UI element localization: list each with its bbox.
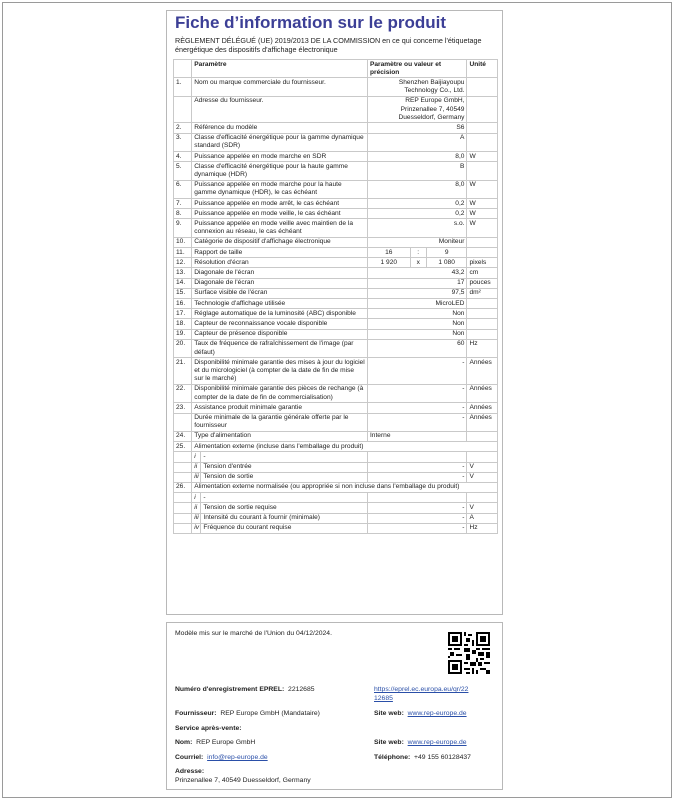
row-parameter: Nom ou marque commerciale du fournisseur. [192, 78, 368, 96]
eprel-footer [166, 622, 503, 790]
row-value: 97,5 [367, 288, 466, 298]
row-value: 60 [367, 339, 466, 357]
site-link[interactable]: www.rep-europe.de [407, 710, 467, 717]
table-subrow [174, 452, 498, 462]
row-parameter: Classe d'efficacité énergétique pour la haute gamme dynamique (HDR) [192, 162, 368, 180]
row-number: 23. [174, 403, 192, 413]
row-parameter: Rapport de taille [192, 248, 368, 258]
row-parameter: Résolution d'écran [192, 258, 368, 268]
row-value: Non [367, 319, 466, 329]
subrow-index: i [192, 452, 201, 462]
table-row [174, 209, 498, 219]
section-number: 26. [174, 482, 192, 492]
table-row [174, 299, 498, 309]
row-parameter: Puissance appelée en mode veille, le cas échéant [192, 209, 368, 219]
table-subrow [174, 513, 498, 523]
subrow-unit: V [467, 472, 498, 482]
row-value: REP Europe GmbH, Prinzenallee 7, 40549 Duesseldorf, Germany [367, 96, 466, 123]
row-unit [467, 319, 498, 329]
row-value: 43,2 [367, 268, 466, 278]
header-num [174, 60, 192, 78]
table-row [174, 248, 498, 258]
row-parameter: Disponibilité minimale garantie des mises à jour du logiciel et du micrologiciel (à compter de la date de fin de mise sur le marché) [192, 358, 368, 385]
subrow-blank [174, 472, 192, 482]
table-row [174, 180, 498, 198]
table-header-row [174, 60, 498, 78]
table-row-section [174, 482, 498, 492]
row-unit [467, 431, 498, 441]
service-phone [374, 754, 471, 761]
row-number: 2. [174, 123, 192, 133]
subrow-parameter: Tension de sortie requise [201, 503, 368, 513]
row-unit: W [467, 209, 498, 219]
table-row [174, 123, 498, 133]
row-value: - [367, 358, 466, 385]
row-number [174, 413, 192, 431]
row-number: 24. [174, 431, 192, 441]
row-unit [467, 133, 498, 151]
row-value: MicroLED [367, 299, 466, 309]
subrow-parameter: - [201, 493, 368, 503]
subrow-index: ii [192, 462, 201, 472]
row-value: Interne [367, 431, 466, 441]
row-unit [467, 248, 498, 258]
row-unit: W [467, 152, 498, 162]
row-unit [467, 299, 498, 309]
row-parameter: Puissance appelée en mode marche pour la haute gamme dynamique (HDR), le cas échéant [192, 180, 368, 198]
row-unit: Hz [467, 339, 498, 357]
table-row [174, 329, 498, 339]
subrow-parameter: Tension d'entrée [201, 462, 368, 472]
row-parameter: Diagonale de l'écran [192, 268, 368, 278]
row-value: 0,2 [367, 199, 466, 209]
subrow-unit: V [467, 462, 498, 472]
subrow-unit [467, 452, 498, 462]
name-value: REP Europe GmbH [196, 739, 256, 746]
eprel-number [175, 686, 315, 693]
row-parameter: Assistance produit minimale garantie [192, 403, 368, 413]
row-value: Non [367, 309, 466, 319]
row-unit: cm [467, 268, 498, 278]
row-number: 6. [174, 180, 192, 198]
subrow-value [367, 452, 466, 462]
row-unit: W [467, 219, 498, 237]
row-unit: pixels [467, 258, 498, 268]
row-number: 19. [174, 329, 192, 339]
row-value: Non [367, 329, 466, 339]
row-number: 20. [174, 339, 192, 357]
row-value: Shenzhen Baijiayoupu Technology Co., Ltd. [367, 78, 466, 96]
subrow-unit: A [467, 513, 498, 523]
row-value: - [367, 403, 466, 413]
table-row [174, 219, 498, 237]
table-subrow [174, 493, 498, 503]
row-parameter: Réglage automatique de la luminosité (ABC) disponible [192, 309, 368, 319]
row-unit: Années [467, 384, 498, 402]
phone-label: Téléphone: [374, 754, 411, 761]
subrow-value: - [367, 472, 466, 482]
subrow-parameter: Fréquence du courant requise [201, 523, 368, 533]
subrow-blank [174, 523, 192, 533]
row-parameter: Capteur de reconnaissance vocale disponible [192, 319, 368, 329]
row-parameter: Puissance appelée en mode veille avec maintien de la connexion au réseau, le cas échéant [192, 219, 368, 237]
spec-table [173, 59, 498, 534]
row-unit [467, 162, 498, 180]
row-parameter: Catégorie de dispositif d'affichage électronique [192, 237, 368, 247]
site2-link[interactable]: www.rep-europe.de [407, 739, 467, 746]
row-number [174, 96, 192, 123]
mail-link[interactable]: info@rep-europe.de [207, 754, 268, 761]
row-parameter: Diagonale de l'écran [192, 278, 368, 288]
eprel-link-line-2[interactable]: 12685 [374, 695, 393, 702]
row-parameter: Disponibilité minimale garantie des pièces de rechange (à compter de la date de fin de commercialisation) [192, 384, 368, 402]
row-number: 15. [174, 288, 192, 298]
table-row [174, 258, 498, 268]
table-row [174, 384, 498, 402]
row-number: 3. [174, 133, 192, 151]
row-value: - [367, 413, 466, 431]
subrow-blank [174, 462, 192, 472]
row-unit: W [467, 199, 498, 209]
row-number: 21. [174, 358, 192, 385]
product-information-sheet [166, 10, 503, 615]
subrow-index: iv [192, 523, 201, 533]
row-value: 8,0 [367, 152, 466, 162]
row-unit [467, 309, 498, 319]
address-value: Prinzenallee 7, 40549 Duesseldorf, Germany [175, 777, 311, 784]
table-row [174, 339, 498, 357]
row-parameter: Type d'alimentation [192, 431, 368, 441]
row-value: A [367, 133, 466, 151]
subrow-blank [174, 513, 192, 523]
mail-label: Courriel: [175, 754, 204, 761]
row-number: 8. [174, 209, 192, 219]
phone-value: +49 155 60128437 [414, 754, 471, 761]
table-subrow [174, 503, 498, 513]
table-row [174, 152, 498, 162]
row-unit: Années [467, 358, 498, 385]
row-value-a: 16 [367, 248, 410, 258]
row-value-separator: : [410, 248, 426, 258]
section-title: Alimentation externe normalisée (ou appropriée si non incluse dans l'emballage du produit) [192, 482, 498, 492]
table-row [174, 78, 498, 96]
row-unit [467, 237, 498, 247]
subrow-index: i [192, 493, 201, 503]
table-row [174, 288, 498, 298]
service-name [175, 739, 255, 746]
sheet-title: Fiche d’information sur le produit [175, 13, 447, 32]
row-value: 8,0 [367, 180, 466, 198]
row-number: 22. [174, 384, 192, 402]
supplier-label: Fournisseur: [175, 710, 217, 717]
subrow-value: - [367, 503, 466, 513]
row-number: 4. [174, 152, 192, 162]
row-value-b: 1 080 [426, 258, 467, 268]
header-unit: Unité [467, 60, 498, 78]
supplier-value: REP Europe GmbH (Mandataire) [220, 710, 320, 717]
row-number: 16. [174, 299, 192, 309]
row-value-separator: x [410, 258, 426, 268]
row-number: 5. [174, 162, 192, 180]
row-number: 12. [174, 258, 192, 268]
row-unit: dm² [467, 288, 498, 298]
market-note: Modèle mis sur le marché de l'Union du 04/12/2024. [175, 630, 332, 637]
name-label: Nom: [175, 739, 193, 746]
table-row [174, 96, 498, 123]
row-parameter: Référence du modèle [192, 123, 368, 133]
subrow-value: - [367, 513, 466, 523]
row-parameter: Capteur de présence disponible [192, 329, 368, 339]
table-row [174, 237, 498, 247]
row-number: 7. [174, 199, 192, 209]
row-parameter: Puissance appelée en mode marche en SDR [192, 152, 368, 162]
subrow-blank [174, 452, 192, 462]
row-number: 14. [174, 278, 192, 288]
subrow-parameter: Intensité du courant à fournir (minimale) [201, 513, 368, 523]
row-unit [467, 96, 498, 123]
subrow-unit [467, 493, 498, 503]
subrow-value: - [367, 523, 466, 533]
qr-code-icon[interactable] [448, 632, 490, 674]
eprel-label: Numéro d'enregistrement EPREL: [175, 686, 285, 693]
subrow-index: iii [192, 472, 201, 482]
table-row [174, 268, 498, 278]
header-param: Paramètre [192, 60, 368, 78]
row-unit [467, 123, 498, 133]
subrow-blank [174, 503, 192, 513]
address-label: Adresse: [175, 768, 205, 775]
row-value-a: 1 920 [367, 258, 410, 268]
table-row [174, 133, 498, 151]
table-row [174, 309, 498, 319]
row-number: 11. [174, 248, 192, 258]
row-value-b: 9 [426, 248, 467, 258]
row-value: B [367, 162, 466, 180]
table-row [174, 199, 498, 209]
subrow-parameter: - [201, 452, 368, 462]
eprel-link-line-1[interactable]: https://eprel.ec.europa.eu/qr/22 [374, 686, 469, 693]
row-number: 13. [174, 268, 192, 278]
table-row [174, 278, 498, 288]
table-row [174, 319, 498, 329]
row-unit: Années [467, 413, 498, 431]
row-parameter: Surface visible de l'écran [192, 288, 368, 298]
row-parameter: Adresse du fournisseur. [192, 96, 368, 123]
row-number: 17. [174, 309, 192, 319]
row-value: S6 [367, 123, 466, 133]
row-unit: W [467, 180, 498, 198]
row-unit: pouces [467, 278, 498, 288]
row-parameter: Classe d'efficacité énergétique pour la gamme dynamique standard (SDR) [192, 133, 368, 151]
row-parameter: Durée minimale de la garantie générale offerte par le fournisseur [192, 413, 368, 431]
table-row [174, 413, 498, 431]
subrow-parameter: Tension de sortie [201, 472, 368, 482]
subrow-unit: V [467, 503, 498, 513]
row-number: 18. [174, 319, 192, 329]
row-number: 1. [174, 78, 192, 96]
supplier-website [374, 710, 467, 717]
table-subrow [174, 462, 498, 472]
section-number: 25. [174, 442, 192, 452]
section-title: Alimentation externe (incluse dans l'emballage du produit) [192, 442, 498, 452]
row-unit: Années [467, 403, 498, 413]
sheet-subtitle: RÈGLEMENT DÉLÉGUÉ (UE) 2019/2013 DE LA COMMISSION en ce qui concerne l'étiquetage énergétique des dispositifs d'affichage électronique [175, 36, 482, 54]
supplier [175, 710, 320, 717]
header-value: Paramètre ou valeur et précision [367, 60, 466, 78]
table-subrow [174, 472, 498, 482]
row-value: - [367, 384, 466, 402]
row-value: 17 [367, 278, 466, 288]
table-row [174, 431, 498, 441]
row-number: 9. [174, 219, 192, 237]
row-unit [467, 78, 498, 96]
row-parameter: Puissance appelée en mode arrêt, le cas échéant [192, 199, 368, 209]
table-row-section [174, 442, 498, 452]
service-label: Service après-vente: [175, 725, 242, 732]
row-unit [467, 329, 498, 339]
site-label: Site web: [374, 710, 404, 717]
subrow-unit: Hz [467, 523, 498, 533]
row-number: 10. [174, 237, 192, 247]
table-row [174, 403, 498, 413]
row-value: 0,2 [367, 209, 466, 219]
subrow-index: iii [192, 513, 201, 523]
subrow-blank [174, 493, 192, 503]
eprel-value: 2212685 [288, 686, 315, 693]
table-row [174, 162, 498, 180]
subrow-index: ii [192, 503, 201, 513]
row-parameter: Technologie d'affichage utilisée [192, 299, 368, 309]
subrow-value [367, 493, 466, 503]
table-row [174, 358, 498, 385]
row-value: Moniteur [367, 237, 466, 247]
row-parameter: Taux de fréquence de rafraîchissement de l'image (par défaut) [192, 339, 368, 357]
subrow-value: - [367, 462, 466, 472]
service-website [374, 739, 467, 746]
row-value: s.o. [367, 219, 466, 237]
site2-label: Site web: [374, 739, 404, 746]
table-subrow [174, 523, 498, 533]
service-email [175, 754, 268, 761]
